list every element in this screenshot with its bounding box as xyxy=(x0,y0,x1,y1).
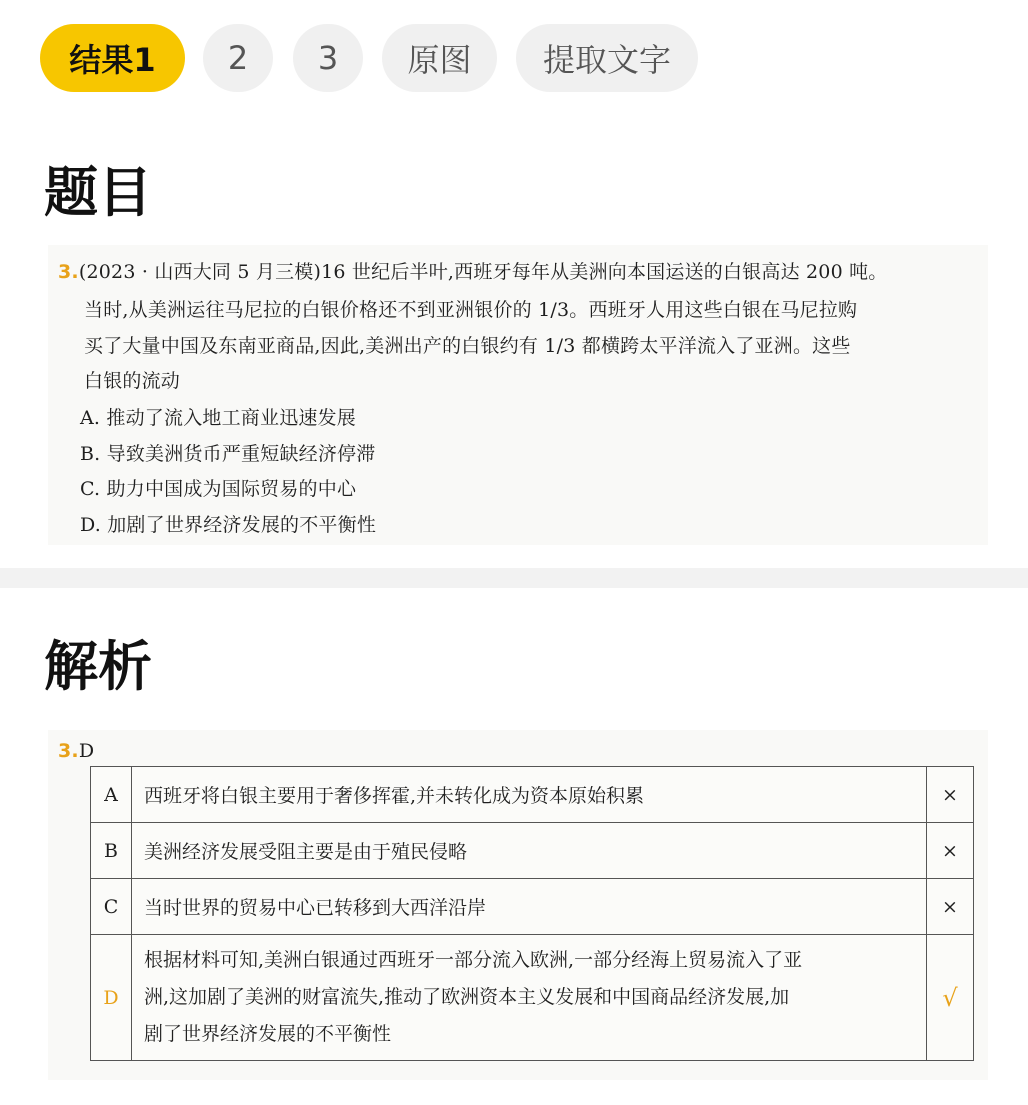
wrong-mark-icon: × xyxy=(927,823,974,879)
option-b: B. 导致美洲货币严重短缺经济停滞 xyxy=(80,443,376,465)
table-row xyxy=(91,823,974,879)
question-text-line: (2023 · 山西大同 5 月三模)16 世纪后半叶,西班牙每年从美洲向本国运送的白银高达 200 吨。 xyxy=(78,261,888,283)
row-explanation: 西班牙将白银主要用于奢侈挥霍,并未转化成为资本原始积累 xyxy=(132,767,927,823)
wrong-mark-icon: × xyxy=(927,879,974,935)
tab-extract-text[interactable]: 提取文字 xyxy=(516,24,698,92)
table-row xyxy=(91,935,974,1061)
question-line-1 xyxy=(58,257,888,284)
question-number: 3. xyxy=(58,261,79,283)
explanation-line: 洲,这加剧了美洲的财富流失,推动了欧洲资本主义发展和中国商品经济发展,加 xyxy=(144,986,790,1008)
tab-result-3[interactable]: 3 xyxy=(293,24,363,92)
row-explanation: 当时世界的贸易中心已转移到大西洋沿岸 xyxy=(132,879,927,935)
option-a: A. 推动了流入地工商业迅速发展 xyxy=(80,407,357,429)
question-line-2: 当时,从美洲运往马尼拉的白银价格还不到亚洲银价的 1/3。西班牙人用这些白银在马尼拉购 xyxy=(84,299,858,321)
row-letter: C xyxy=(91,879,132,935)
question-section-title: 题目 xyxy=(44,161,152,224)
explanation-line: 根据材料可知,美洲白银通过西班牙一部分流入欧洲,一部分经海上贸易流入了亚 xyxy=(144,949,803,971)
row-letter: B xyxy=(91,823,132,879)
tab-original-image[interactable]: 原图 xyxy=(382,24,497,92)
table-row xyxy=(91,879,974,935)
answer-letter: D xyxy=(78,740,95,762)
question-line-3: 买了大量中国及东南亚商品,因此,美洲出产的白银约有 1/3 都横跨太平洋流入了亚洲。这些 xyxy=(84,335,851,357)
answer-line xyxy=(58,740,94,762)
option-c: C. 助力中国成为国际贸易的中心 xyxy=(80,478,357,500)
tab-result-2[interactable]: 2 xyxy=(203,24,273,92)
analysis-section-title: 解析 xyxy=(44,635,152,698)
wrong-mark-icon: × xyxy=(927,767,974,823)
section-divider xyxy=(0,568,1028,588)
row-letter: D xyxy=(91,935,132,1061)
tab-result-1[interactable]: 结果1 xyxy=(40,24,185,92)
analysis-table xyxy=(90,766,974,1061)
explanation-line: 剧了世界经济发展的不平衡性 xyxy=(144,1023,392,1045)
question-line-4: 白银的流动 xyxy=(84,370,181,392)
question-scan xyxy=(48,245,988,545)
check-mark-icon: √ xyxy=(927,935,974,1061)
option-d: D. 加剧了世界经济发展的不平衡性 xyxy=(80,514,377,536)
table-row xyxy=(91,767,974,823)
result-tabs xyxy=(0,0,1028,120)
row-letter: A xyxy=(91,767,132,823)
analysis-number: 3. xyxy=(58,740,79,762)
row-explanation: 美洲经济发展受阻主要是由于殖民侵略 xyxy=(132,823,927,879)
row-explanation xyxy=(132,935,927,1061)
